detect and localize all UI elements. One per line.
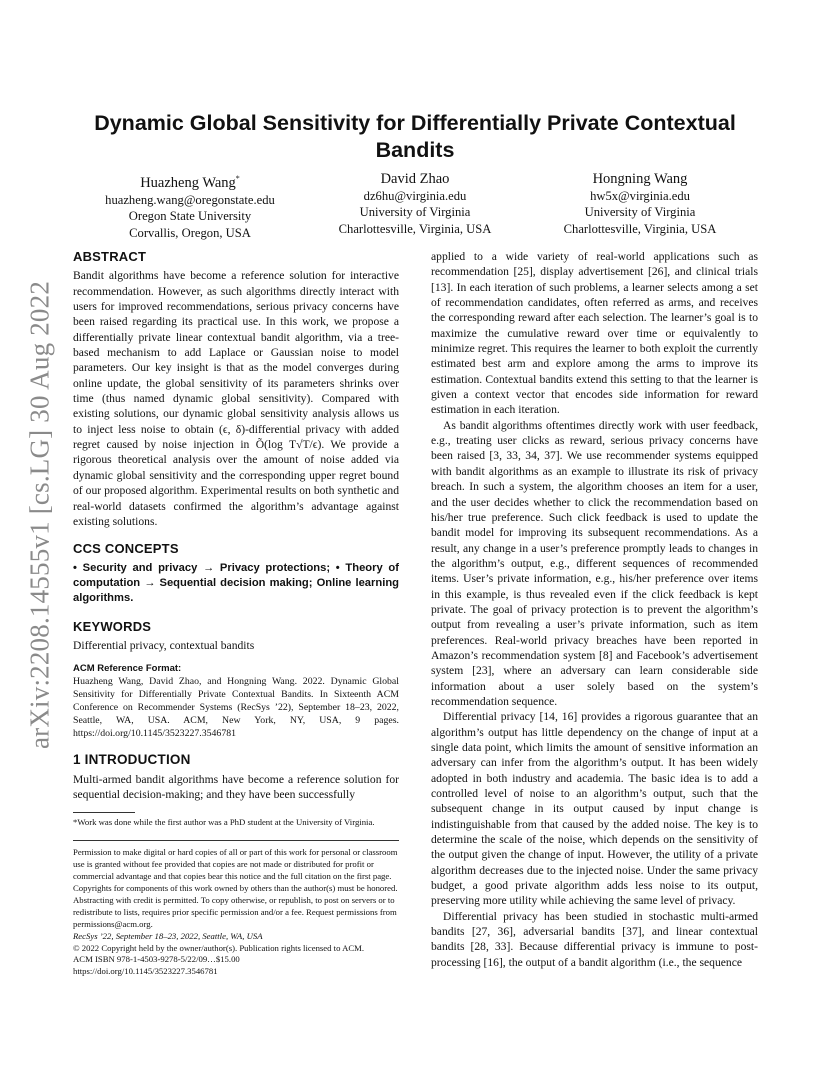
body-paragraph: applied to a wide variety of real-world applications such as recommendation [25], display advertisement [26], and clinical trials [13]. In each iteration of such problems, a learner selects among a set of recommendation candidates, often referred as arms, and receives the corresponding reward after each selection. The learner’s goal is to maximize the cumulative reward over time or equivalently to minimize regret. This requires the learner to both exploit the currently estimated best arm and explore among the arms to improve its estimation. Contextual bandits extend this setting to that the learner is given a context vector that encodes side information for reward estimation in each iteration. — [431, 250, 758, 417]
permission-block — [73, 840, 399, 978]
author-affiliation: Oregon State University — [128, 209, 252, 224]
left-column — [73, 249, 399, 978]
abstract-text: Bandit algorithms have become a reference solution for interactive recommendation. However, as such algorithms directly interact with users for improved recommendations, serious privacy concerns have been raised regarding its practical use. In this work, we propose a differentially private linear contextual bandit algorithm, via a tree-based mechanism to add Laplace or Gaussian noise to model parameters. Our key insight is that as the model converges during online update, the global sensitivity of its parameters shrinks over time (thus named dynamic global sensitivity). Compared with existing solutions, our dynamic global sensitivity analysis allows us to inject less noise to obtain (ϵ, δ)-differential privacy with added regret caused by noise injection in Õ(log T√T/ϵ). We provide a rigorous theoretical analysis over the amount of noise added via dynamic global sensitivity and the corresponding upper regret bound of our proposed algorithm. Experimental results on both synthetic and real-world datasets confirmed the algorithm’s advantage against existing solutions. — [73, 269, 399, 528]
footnote: *Work was done while the first author was a PhD student at the University of Virginia. — [73, 817, 375, 828]
keywords-heading: KEYWORDS — [73, 618, 152, 634]
author-mark: * — [235, 174, 240, 183]
copyright-line: © 2022 Copyright held by the owner/author(s). Publication rights licensed to ACM. — [73, 942, 365, 953]
author-location: Charlottesville, Virginia, USA — [563, 221, 717, 236]
body-paragraph: Differential privacy [14, 16] provides a rigorous guarantee that an algorithm’s output has little dependency on the change of input at a single data point, which limits the amount of sensitive information an adversary can infer from the algorithm’s output. It has been widely adopted in both industry and academia. The basic idea is to add a controlled level of noise to an algorithm’s output, such that the subsequent change in its output caused by input change is indistinguishable from that caused by the added noise. The key is to determine the scale of the noise, which depends on the sensitivity of the output given the change of input. However, the utility of a private algorithm decreases due to the injected noise. Under the same privacy budget, a good private algorithm adds less noise to its output, preserving more utility while achieving the same level of privacy. — [431, 710, 758, 908]
footnote-rule — [73, 812, 135, 813]
acm-ref-heading: ACM Reference Format: — [73, 663, 182, 675]
doi-line: https://doi.org/10.1145/3523227.3546781 — [73, 966, 218, 977]
author-email: dz6hu@virginia.edu — [363, 189, 467, 203]
arxiv-stamp — [20, 280, 60, 750]
arxiv-id: arXiv:2208.14555v1 [cs.LG] 30 Aug 2022 — [24, 280, 55, 750]
author-affiliation: University of Virginia — [359, 205, 471, 220]
body-paragraph: As bandit algorithms oftentimes directly work with user feedback, e.g., treating user clicks as reward, serious privacy concerns have been raised [3, 33, 34, 37]. We use recommender systems equipped with bandit algorithms as an example to illustrate its risk of privacy breach. In such a system, the algorithm chooses an item for a user, and the user decides whether to click the recommendation based on his/her true preference. Such click feedback is used to update the bandit model for improving its subsequent recommendations. As a result, any change in a user’s preference promptly leads to changes in the algorithm’s output, e.g., different sequences of recommended items. User’s private information, e.g., his/her preference over items in this example, is thus revealed even if the click feedback is kept private. The goal of privacy protection is to prevent the algorithm’s output from revealing a user’s private information, such as item preferences. Real-world privacy breaches have been reported in Amazon’s recommendation system [8] and Facebook’s advertisement system [23], where an adversary can learn considerable side information about a user solely based on the system’s recommendation sequence. — [431, 418, 758, 708]
conference-line: RecSys ’22, September 18–23, 2022, Seattle, WA, USA — [73, 930, 263, 941]
intro-heading: 1 INTRODUCTION — [73, 752, 191, 768]
author-block — [75, 170, 305, 241]
author-block — [315, 170, 515, 237]
abstract-heading: ABSTRACT — [73, 249, 147, 264]
body-paragraph: Differential privacy has been studied in stochastic multi-armed bandits [27, 36], adversarial bandits [37], and linear contextual bandits [28, 33]. Because differential privacy is immune to post-processing [16], the output of a bandit algorithm (i.e., the sequence — [431, 909, 758, 969]
author-email: huazheng.wang@oregonstate.edu — [105, 192, 275, 207]
author-location: Charlottesville, Virginia, USA — [338, 221, 492, 236]
ccs-heading: CCS CONCEPTS — [73, 541, 179, 557]
author-name: Huazheng Wang — [140, 174, 236, 191]
author-name: David Zhao — [380, 171, 450, 187]
paper-title — [75, 110, 755, 164]
isbn-line: ACM ISBN 978-1-4503-9278-5/22/09…$15.00 — [73, 954, 240, 965]
author-block — [525, 170, 755, 237]
title-line-1: Dynamic Global Sensitivity for Differentially Private Contextual — [94, 111, 736, 135]
acm-ref-text: Huazheng Wang, David Zhao, and Hongning Wang. 2022. Dynamic Global Sensitivity for Differentially Private Contextual Bandits. In Sixteenth ACM Conference on Recommender Systems (RecSys ’22), September 18–23, 2022, Seattle, WA, USA. ACM, New York, NY, USA, 9 pages. https://doi.org/10.1145/3523227.3546781 — [73, 676, 399, 740]
right-column — [431, 249, 758, 970]
permission-text: Permission to make digital or hard copies of all or part of this work for personal or classroom use is granted without fee provided that copies are not made or distributed for profit or commercial advantage and that copies bear this notice and the full citation on the first page. Copyrights for components of this work owned by others than the author(s) must be honored. Abstracting with credit is permitted. To copy otherwise, or republish, to post on servers or to redistribute to lists, requires prior specific permission and/or a fee. Request permissions from permissions@acm.org. — [73, 847, 398, 929]
ccs-text: • Security and privacy → Privacy protections; • Theory of computation → Sequential decision making; Online learning algorithms. — [73, 561, 399, 605]
author-affiliation: University of Virginia — [584, 205, 696, 220]
author-email: hw5x@virginia.edu — [590, 189, 690, 203]
intro-text: Multi-armed bandit algorithms have become a reference solution for sequential decision-making; and they have been successfully — [73, 772, 399, 801]
keywords-text: Differential privacy, contextual bandits — [73, 638, 255, 652]
title-line-2: Bandits — [375, 138, 455, 162]
author-location: Corvallis, Oregon, USA — [129, 225, 251, 240]
author-name: Hongning Wang — [592, 171, 688, 187]
